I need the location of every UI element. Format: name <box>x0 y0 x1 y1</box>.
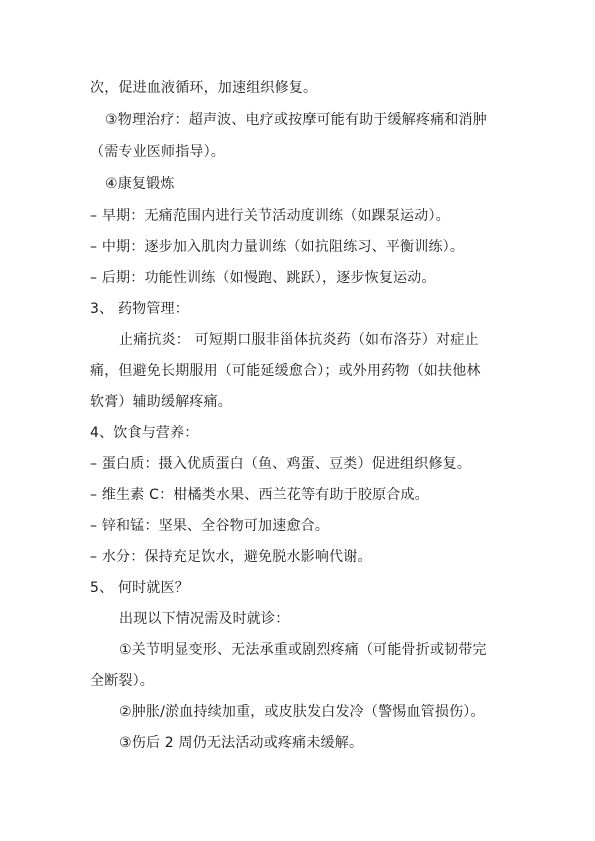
paragraph-line: 痛，但避免长期服用（可能延缓愈合）；或外用药物（如扶他林 <box>90 363 481 379</box>
list-item: – 后期：功能性训练（如慢跑、跳跃），逐步恢复运动。 <box>90 270 436 286</box>
paragraph-line: 出现以下情况需及时就诊： <box>119 611 290 627</box>
list-item: ①关节明显变形、无法承重或剧烈疼痛（可能骨折或韧带完 <box>119 642 487 658</box>
paragraph-line: 次，促进血液循环，加速组织修复。 <box>90 80 318 96</box>
list-item: – 蛋白质：摄入优质蛋白（鱼、鸡蛋、豆类）促进组织修复。 <box>90 456 472 472</box>
paragraph-line: 全断裂）。 <box>90 673 154 689</box>
list-item: ④康复锻炼 <box>105 176 175 192</box>
section-heading: 4、饮食与营养： <box>90 425 199 441</box>
section-heading: 5、 何时就医？ <box>90 580 189 596</box>
list-item: – 早期：无痛范围内进行关节活动度训练（如踝泵运动）。 <box>90 208 450 224</box>
list-item: ③物理治疗：超声波、电疗或按摩可能有助于缓解疼痛和消肿 <box>105 112 487 128</box>
list-item: – 锌和锰：坚果、全谷物可加速愈合。 <box>90 518 330 534</box>
list-item: ②肿胀/淤血持续加重，或皮肤发白发冷（警惕血管损伤）。 <box>119 704 485 720</box>
paragraph-line: （需专业医师指导）。 <box>90 144 225 160</box>
paragraph-line: 软膏）辅助缓解疼痛。 <box>90 394 232 410</box>
section-heading: 3、 药物管理： <box>90 301 189 317</box>
list-item: – 中期：逐步加入肌肉力量训练（如抗阻练习、平衡训练）。 <box>90 239 465 255</box>
list-item: – 水分：保持充足饮水，避免脱水影响代谢。 <box>90 549 372 565</box>
list-item: – 维生素 C：柑橘类水果、西兰花等有助于胶原合成。 <box>90 487 429 503</box>
paragraph-line: 止痛抗炎： 可短期口服非甾体抗炎药（如布洛芬）对症止 <box>119 332 479 348</box>
list-item: ③伤后 2 周仍无法活动或疼痛未缓解。 <box>119 735 364 751</box>
